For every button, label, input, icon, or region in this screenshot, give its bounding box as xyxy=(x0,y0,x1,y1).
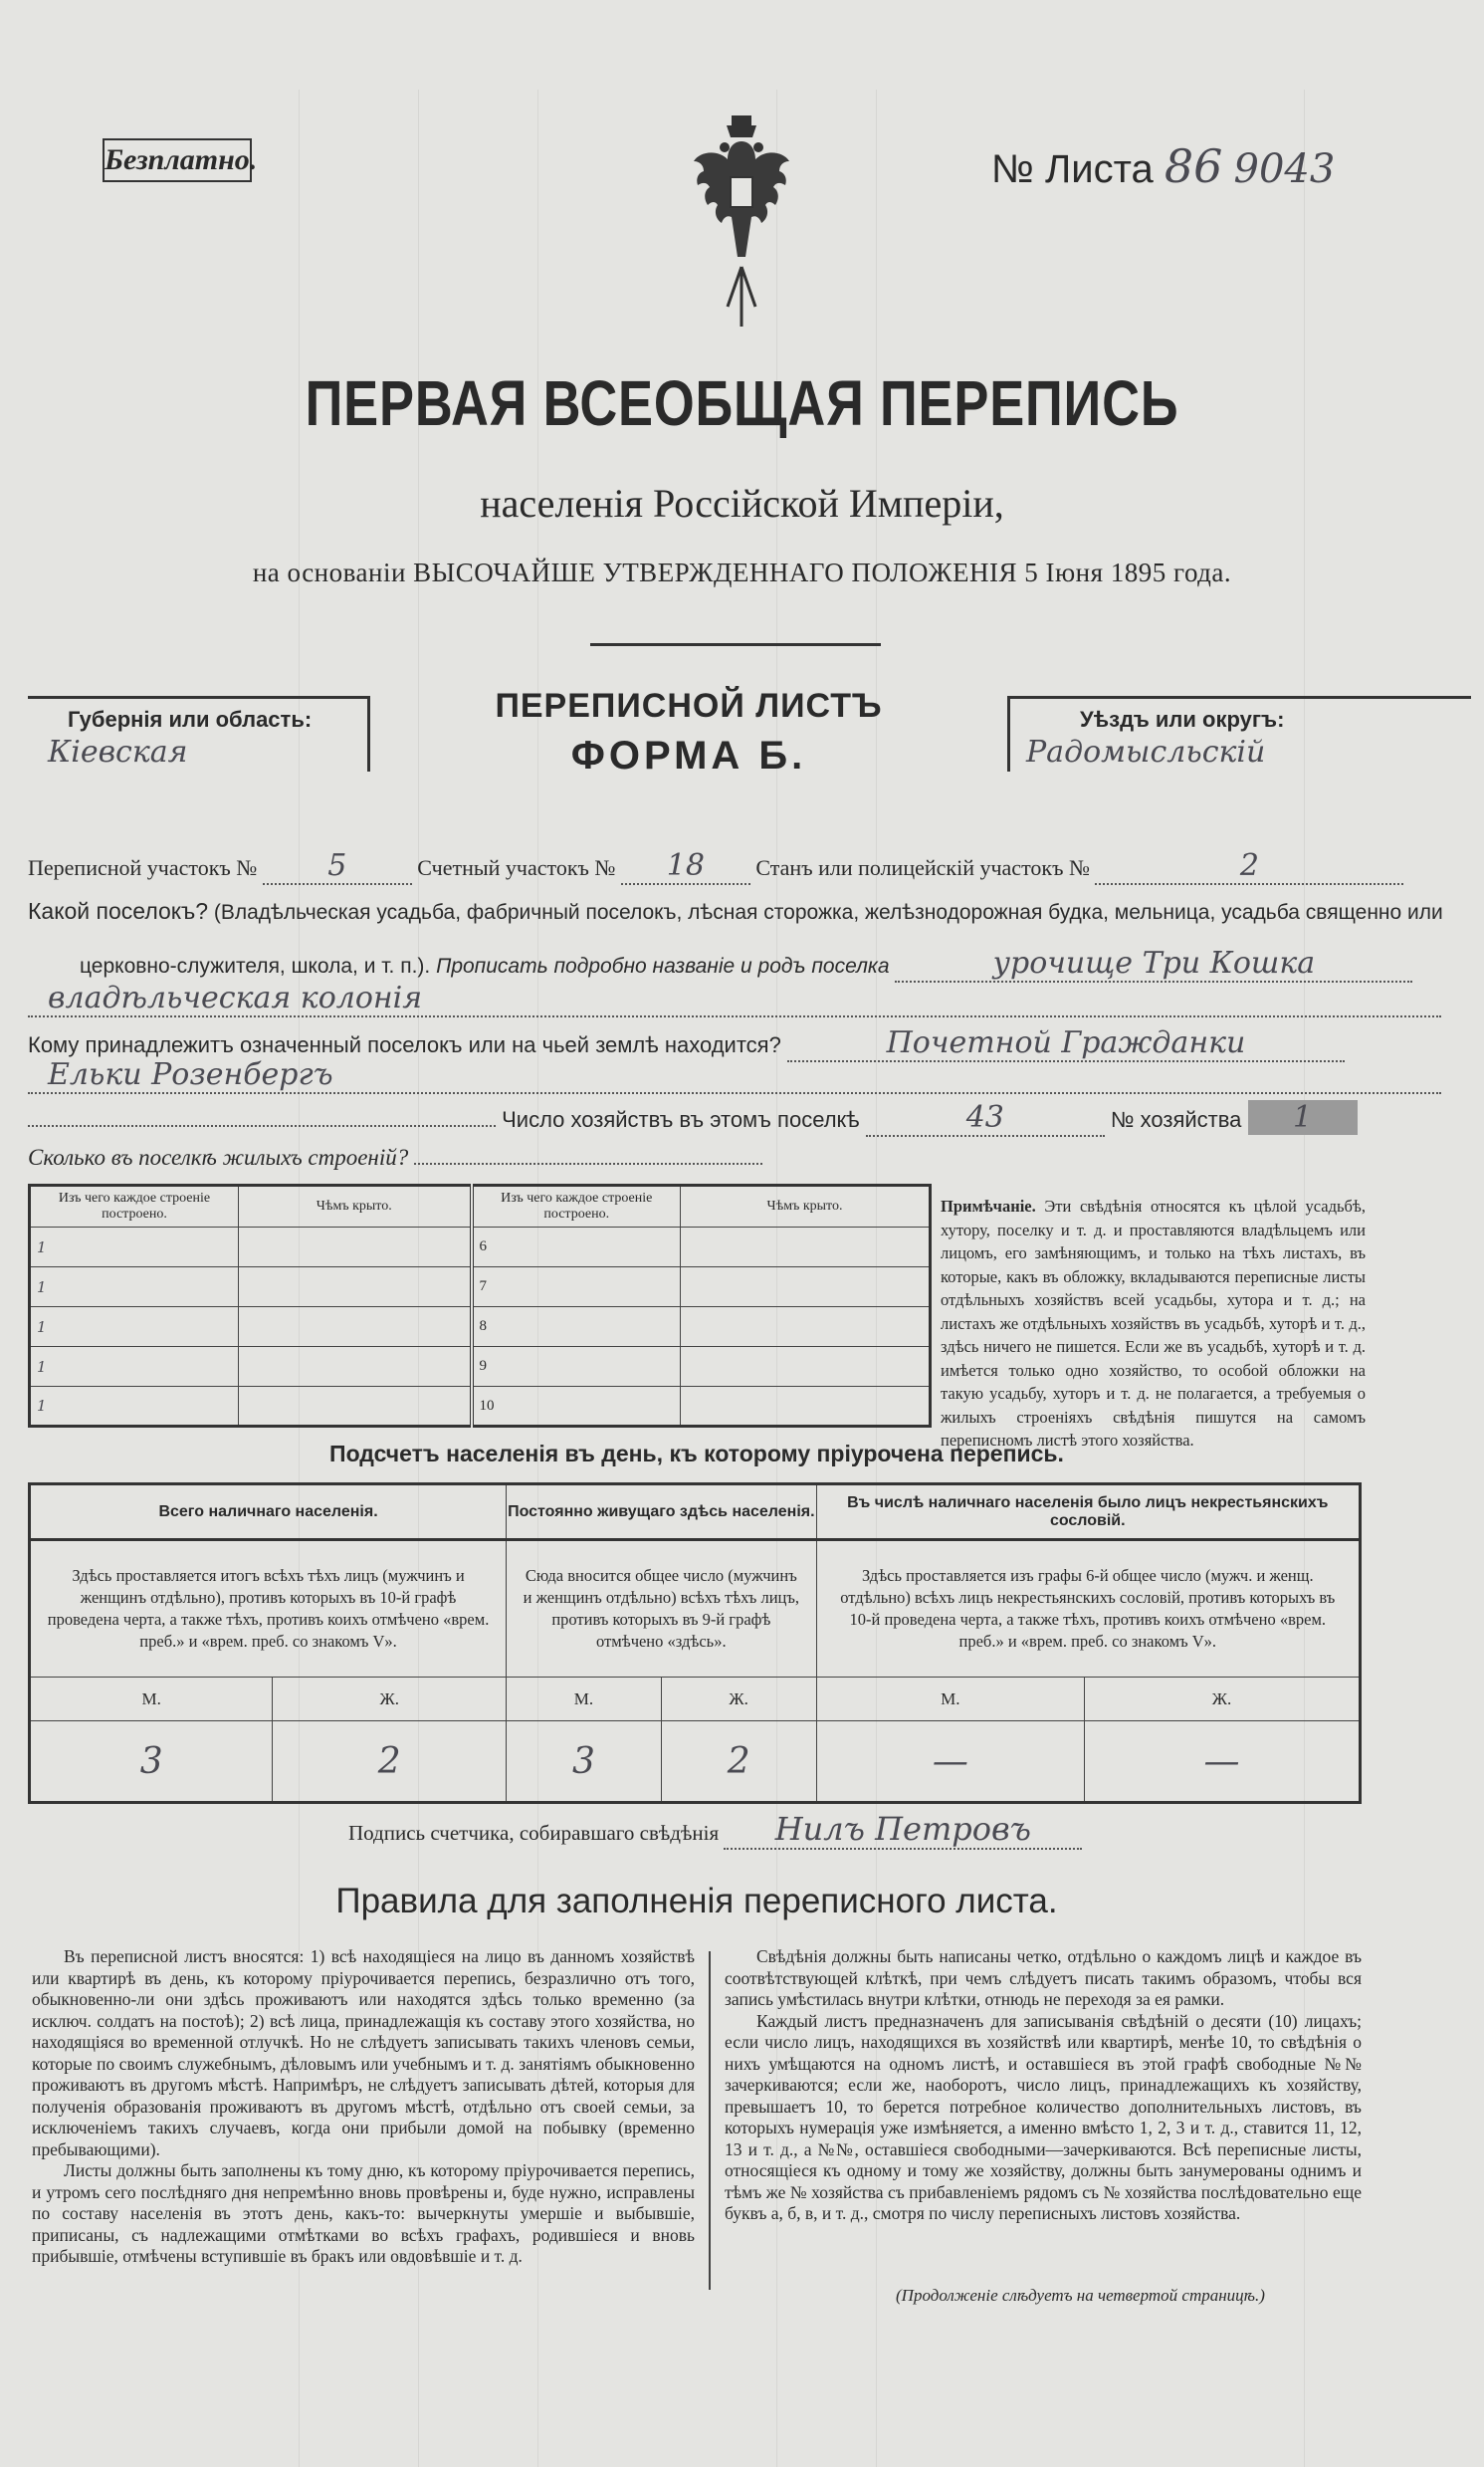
legal-basis: на основаніи ВЫСОЧАЙШЕ УТВЕРЖДЕННАГО ПОЛОЖЕНІЯ 5 Іюня 1895 года. xyxy=(252,558,1232,587)
col-roof-2: Чѣмъ крыто. xyxy=(681,1186,931,1228)
male-header: М. xyxy=(30,1678,273,1721)
col-material: Изъ чего каждое строеніе построено. xyxy=(30,1186,239,1228)
settlement-row-2 xyxy=(28,981,1441,1017)
row-number: 1 xyxy=(30,1347,239,1387)
guberniya-box xyxy=(28,696,370,772)
households-label: Число хозяйствъ въ этомъ поселкѣ xyxy=(502,1107,860,1132)
divider xyxy=(590,643,881,646)
form-name: ФОРМА Б. xyxy=(570,734,807,778)
population-caption: Подсчетъ населенія въ день, къ которому пріурочена перепись. xyxy=(329,1441,1064,1466)
rules-paragraph: Каждый листъ предназначенъ для записыванія свѣдѣній о десяти (10) лицахъ; если число лицъ, находящихся въ хозяйствѣ или квартирѣ, менѣе 10, то свѣдѣнія о нихъ умѣщаются на одномъ листѣ, и оставшіеся въ этой графѣ свободные №№ зачеркиваются; если же, наоборотъ, число лицъ, принадлежащихъ къ хозяйству, превышаетъ 10, то берется потребное количество дополнительныхъ листовъ, въ которыхъ нумерація уже измѣняется, а именно вмѣсто 1, 2, 3 и т. д., ставится 11, 12, 13 и т. д., а №№, оставшіеся свободными—зачеркиваются. Всѣ переписные листы, относящіеся къ одному и тому же хозяйству, должны быть занумерованы однимъ и тѣмъ же № хозяйства съ прибавленіемъ рядомъ съ № хозяйства послѣдовательно еще буквъ а, б, в, и т. д., смотря по числу переписныхъ листовъ хозяйства. xyxy=(725,2010,1362,2223)
permanent-female: 2 xyxy=(661,1721,816,1803)
buildings-table xyxy=(28,1184,932,1428)
form-title xyxy=(370,687,1007,779)
row-number: 1 xyxy=(30,1387,239,1427)
present-female: 2 xyxy=(273,1721,507,1803)
table-header xyxy=(30,1186,931,1228)
male-header: М. xyxy=(507,1678,662,1721)
form-heading: ПЕРЕПИСНОЙ ЛИСТЪ xyxy=(495,687,883,725)
rules-paragraph: Свѣдѣнія должны быть написаны четко, отдѣльно о каждомъ лицѣ и каждое въ соотвѣтствующей клѣткѣ, при чемъ слѣдуетъ писать такимъ образомъ, чтобы вся запись умѣстилась внутри клѣтки, отнюдь не переходя за ея рамки. xyxy=(725,1946,1362,2009)
settlement-hint-2: церковно-служителя, школа, и т. п.). xyxy=(80,955,431,978)
group-title: Постоянно живущаго здѣсь населенія. xyxy=(507,1484,816,1540)
sheet-number-label: № Листа xyxy=(991,147,1154,191)
rules-paragraph: Листы должны быть заполнены къ тому дню, къ которому пріурочивается перепись, и утромъ сего послѣдняго дня непремѣнно вновь провѣрены и, буде нужно, исправлены по составу населенія въ этотъ день, какъ-то: вычеркнуты умершіе и выбывшіе, приписаны, съ надлежащими отмѣтками во всѣхъ графахъ, родившіеся и вновь прибывшіе, отмѣчены вступившіе въ бракъ или овдовѣвшіе и т. д. xyxy=(32,2160,695,2266)
population-table xyxy=(28,1482,1362,1804)
row-number: 1 xyxy=(30,1267,239,1307)
col-material-2: Изъ чего каждое строеніе построено. xyxy=(472,1186,681,1228)
rules-right-column xyxy=(725,1946,1362,2225)
settlement-label: Какой поселокъ? xyxy=(28,898,209,924)
owner-label: Кому принадлежитъ означенный поселокъ или на чьей землѣ находится? xyxy=(28,1032,781,1057)
rules-paragraph: Въ переписной листъ вносятся: 1) всѣ находящіеся на лицо въ данномъ хозяйствѣ или квартирѣ въ день, къ которому пріурочивается перепись, безразлично отъ того, обыкновенно-ли они здѣсь проживаютъ или находятся здѣсь только временно (за исключ. солдатъ на постоѣ); 2) всѣ лица, принадлежащія къ составу этого хозяйства, но находящіяся во временной отлучкѣ. Но не слѣдуетъ записывать такихъ членовъ семьи, которые по своимъ служебнымъ, дѣловымъ или учебнымъ и т. д. занятіямъ обыкновенно проживаютъ въ другомъ мѣстѣ. Напримѣръ, не слѣдуетъ записывать дѣтей, которыя для полученія образованія проживаютъ въ другомъ мѣстѣ, отдѣльно отъ своей семьи, за исключеніемъ такихъ случаевъ, когда они прибыли домой на побывку (временно пребывающими). xyxy=(32,1946,695,2159)
row-number: 1 xyxy=(30,1307,239,1347)
settlement-value-1: урочище Три Кошка xyxy=(895,946,1412,983)
archive-number: 9043 xyxy=(1233,146,1336,192)
settlement-question xyxy=(28,898,1441,925)
col-roof: Чѣмъ крыто. xyxy=(239,1186,472,1228)
settlement-instruction: Прописать подробно названіе и родъ поселка xyxy=(436,955,890,978)
imperial-eagle-emblem xyxy=(687,108,796,342)
households-value: 43 xyxy=(866,1100,1105,1137)
settlement-value-2: владѣльческая колонія xyxy=(28,981,1441,1017)
table-row xyxy=(30,1387,931,1427)
uezd-value: Радомысльскій xyxy=(1026,735,1266,770)
female-header: Ж. xyxy=(273,1678,507,1721)
female-header: Ж. xyxy=(1085,1678,1361,1721)
non-peasant-male: — xyxy=(816,1721,1085,1803)
group-description: Здѣсь проставляется итогъ всѣхъ тѣхъ лицъ (мужчинъ и женщинъ отдѣльно), противъ которыхъ въ 10-й графѣ проведена черта, а также тѣхъ, противъ коихъ отмѣчено «врем. преб.» и «врем. преб. со знакомъ V». xyxy=(30,1540,507,1678)
group-title: Всего наличнаго населенія. xyxy=(30,1484,507,1540)
note xyxy=(941,1195,1366,1453)
group-title: Въ числѣ наличнаго населенія было лицъ некрестьянскихъ сословій. xyxy=(816,1484,1360,1540)
census-district-value: 5 xyxy=(263,848,412,885)
table-row xyxy=(30,1347,931,1387)
non-peasant-female: — xyxy=(1085,1721,1361,1803)
count-district-value: 18 xyxy=(621,848,750,885)
settlement-row xyxy=(80,946,1443,983)
row-number: 9 xyxy=(472,1347,681,1387)
signature-row xyxy=(348,1810,1082,1850)
column-divider xyxy=(709,1951,711,2290)
count-district-label: Счетный участокъ № xyxy=(417,855,616,880)
buildings-question xyxy=(28,1145,1441,1171)
note-text: Эти свѣдѣнія относятся къ цѣлой усадьбѣ, хутору, поселку и т. д. и проставляются владѣльцемъ или лицомъ, его замѣняющимъ, и только на тѣхъ листахъ, въ которые, какъ въ обложку, вкладываются переписные листы отдѣльныхъ хозяйствъ всей усадьбы, хутора и т. д.; на листахъ же отдѣльныхъ хозяйствъ въ усадьбѣ, хуторѣ и т. д., здѣсь ничего не пишется. Если же въ усадьбѣ, хуторѣ и т. д. имѣется только одно хозяйство, то особой обложки на такую усадьбу, хуторъ и т. д. не полагается, а требуемыя о жилыхъ строеніяхъ свѣдѣнія пишутся на самомъ переписномъ листѣ этого хозяйства. xyxy=(941,1197,1366,1450)
signature-label: Подпись счетчика, собиравшаго свѣдѣнія xyxy=(348,1821,720,1845)
settlement-hint: (Владѣльческая усадьба, фабричный поселокъ, лѣсная сторожка, желѣзнодорожная будка, мельница, усадьба священно или xyxy=(213,901,1443,924)
group-description: Здѣсь проставляется изъ графы 6-й общее число (мужч. и женщ. отдѣльно) всѣхъ лицъ некрестьянскихъ сословій, противъ которыхъ въ 10-й проведена черта, а также тѣхъ, противъ коихъ отмѣчено «врем. преб.» и «врем. преб. со знакомъ V». xyxy=(816,1540,1360,1678)
group-description: Сюда вносится общее число (мужчинъ и женщинъ отдѣльно) всѣхъ тѣхъ лицъ, противъ которыхъ въ 9-й графѣ отмѣчено «здѣсь». xyxy=(507,1540,816,1678)
free-stamp: Безплатно. xyxy=(103,138,252,182)
guberniya-value: Кіевская xyxy=(48,735,188,770)
table-row xyxy=(30,1307,931,1347)
row-number: 1 xyxy=(30,1228,239,1267)
female-header: Ж. xyxy=(661,1678,816,1721)
table-row xyxy=(30,1721,1361,1803)
household-no-label: № хозяйства xyxy=(1110,1107,1242,1132)
row-number: 6 xyxy=(472,1228,681,1267)
male-header: М. xyxy=(816,1678,1085,1721)
uezd-box xyxy=(1007,696,1471,772)
buildings-label: Сколько въ поселкѣ жилыхъ строеній? xyxy=(28,1145,409,1170)
page-subtitle: населенія Россійской Имперіи, xyxy=(480,481,1004,526)
page-title: ПЕРВАЯ ВСЕОБЩАЯ ПЕРЕПИСЬ xyxy=(305,367,1179,439)
row-number: 10 xyxy=(472,1387,681,1427)
table-row xyxy=(30,1267,931,1307)
rules-left-column xyxy=(32,1946,695,2268)
stan-label: Станъ или полицейскій участокъ № xyxy=(755,855,1090,880)
continued-note: (Продолженіе слѣдуетъ на четвертой страницѣ.) xyxy=(896,2286,1265,2305)
signature-value: Нилъ Петровъ xyxy=(724,1810,1082,1850)
sheet-number xyxy=(991,139,1335,193)
table-row xyxy=(30,1228,931,1267)
permanent-male: 3 xyxy=(507,1721,662,1803)
row-number: 7 xyxy=(472,1267,681,1307)
owner-value-1: Почетной Гражданки xyxy=(787,1025,1345,1062)
note-label: Примѣчаніе. xyxy=(941,1197,1036,1216)
owner-value-2: Ельки Розенбергъ xyxy=(28,1057,1441,1094)
row-number: 8 xyxy=(472,1307,681,1347)
district-row xyxy=(28,848,1441,885)
owner-row-2 xyxy=(28,1057,1441,1094)
household-no-value: 1 xyxy=(1248,1100,1358,1135)
sheet-number-value: 86 xyxy=(1164,139,1223,193)
present-male: 3 xyxy=(30,1721,273,1803)
uezd-label: Уѣздъ или округъ: xyxy=(1080,707,1285,732)
rules-title: Правила для заполненія переписного листа. xyxy=(335,1882,1058,1920)
households-row xyxy=(28,1100,1441,1137)
stan-value: 2 xyxy=(1095,848,1403,885)
guberniya-label: Губернія или область: xyxy=(68,707,313,732)
census-district-label: Переписной участокъ № xyxy=(28,855,258,880)
